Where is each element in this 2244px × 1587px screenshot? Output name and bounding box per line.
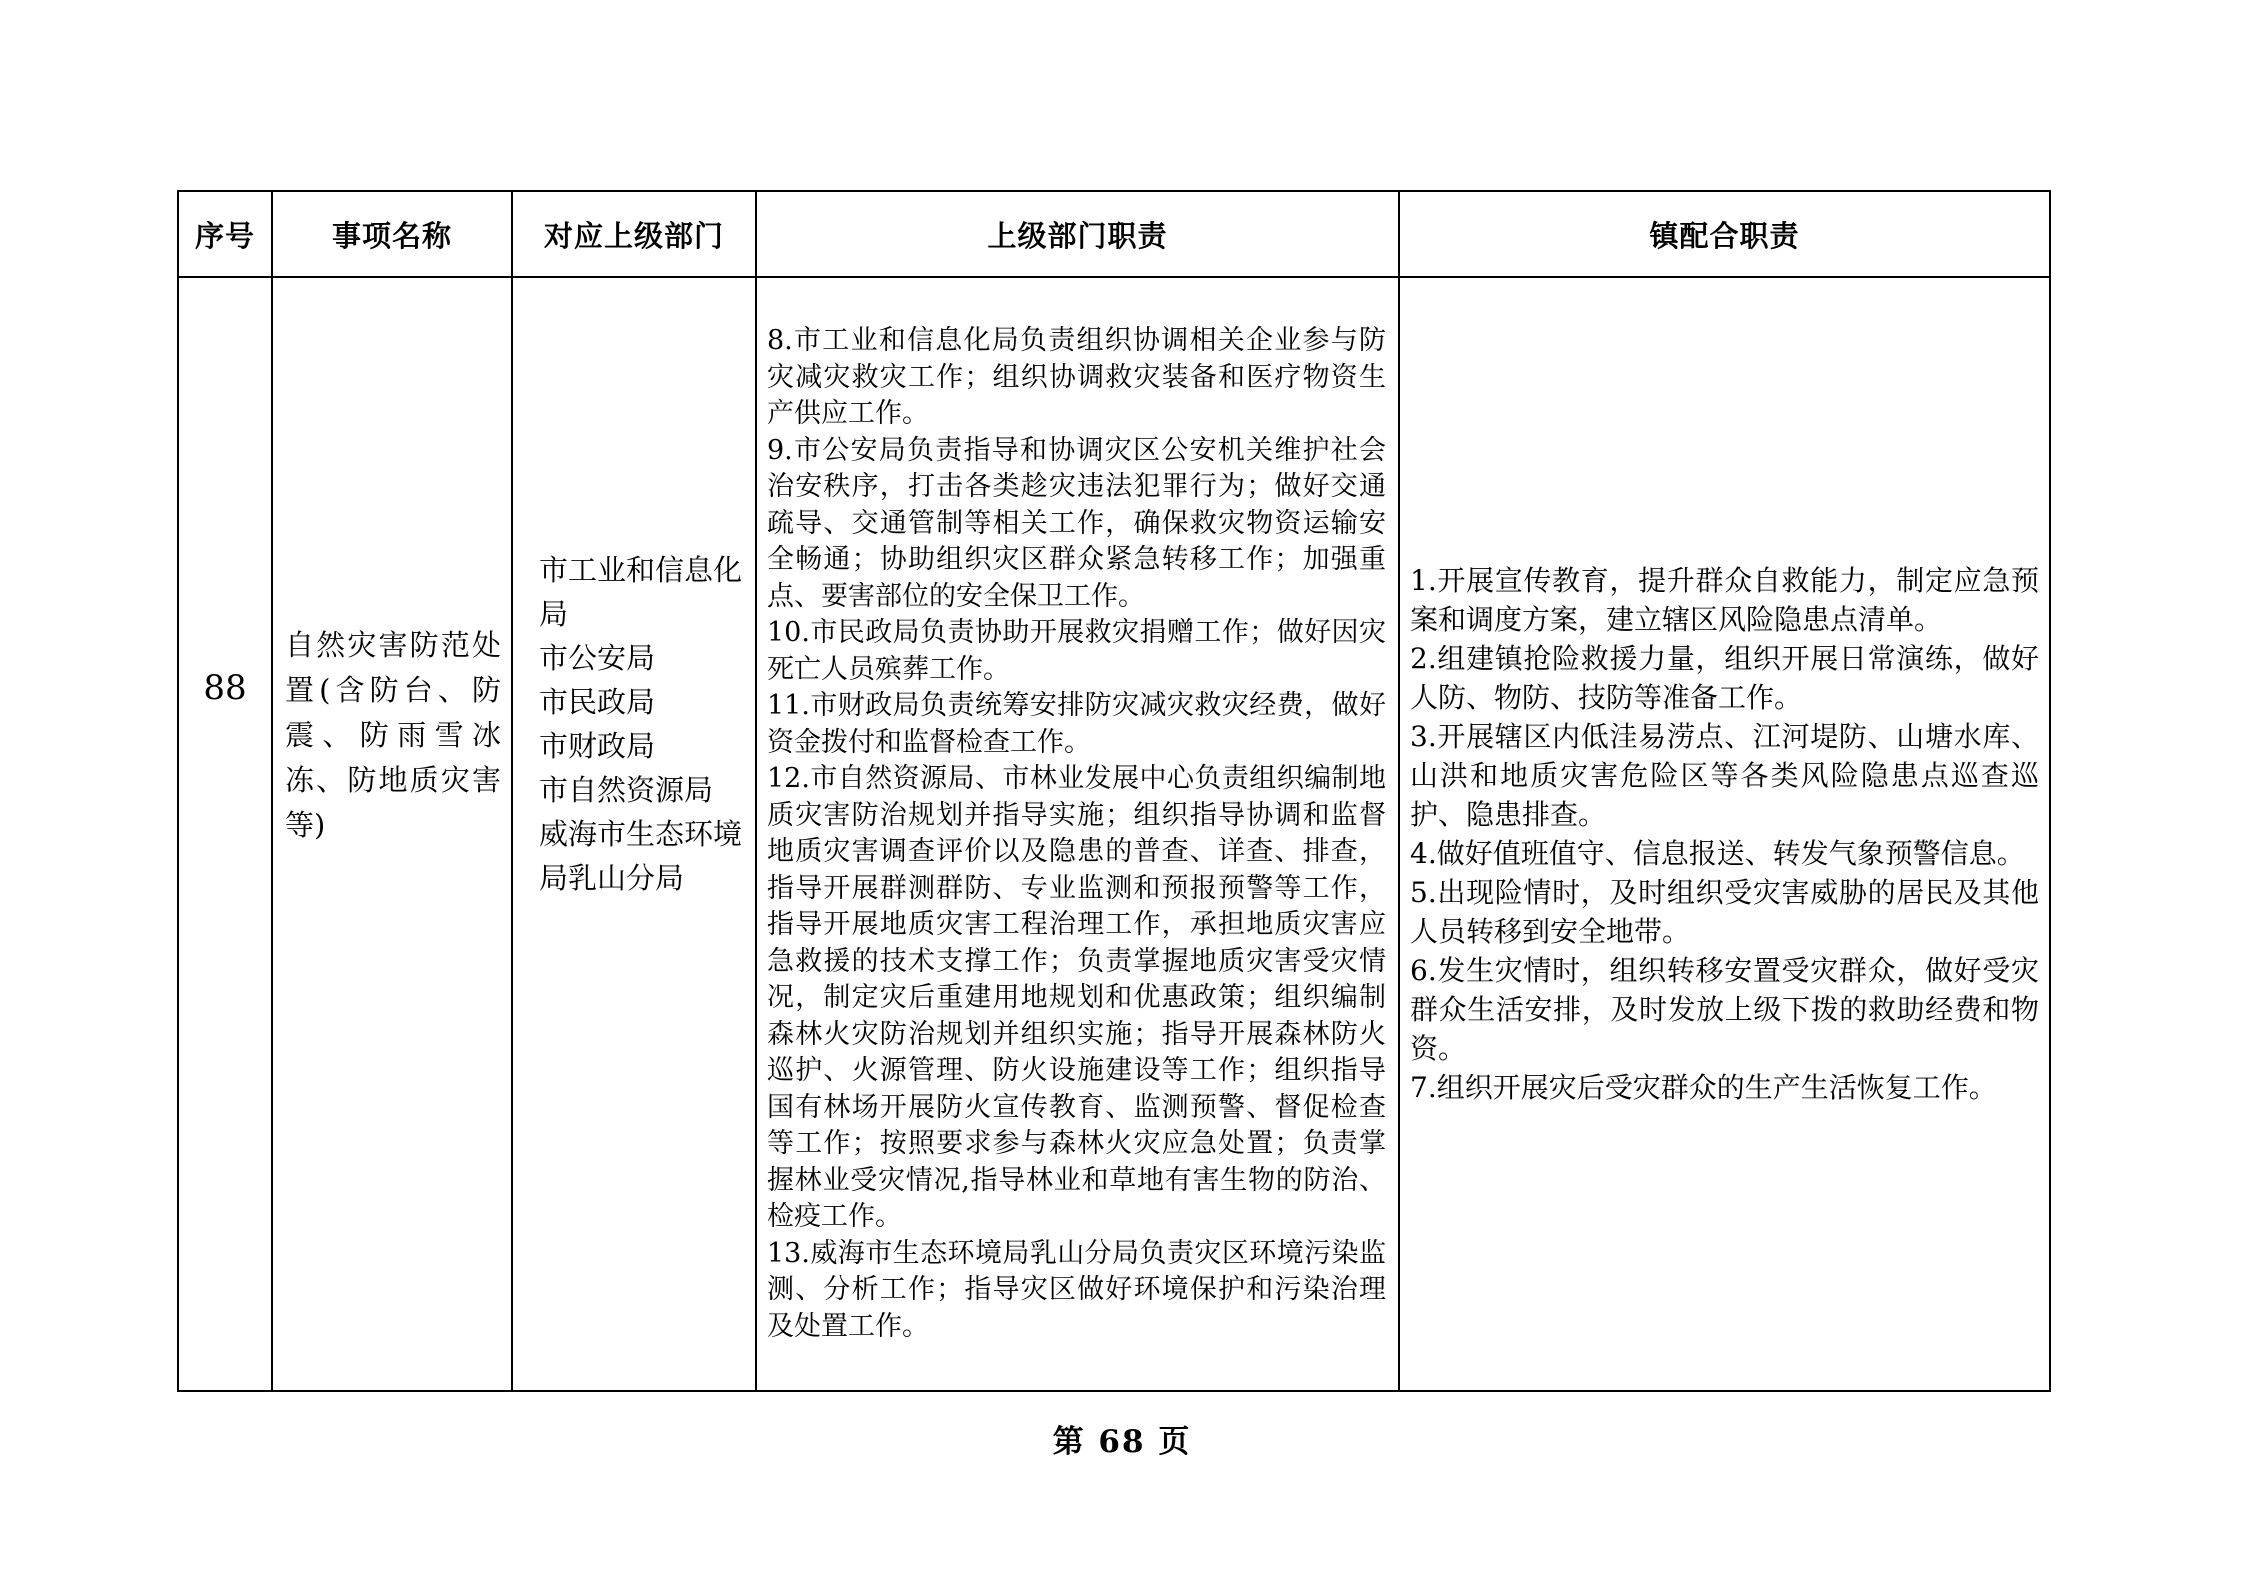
town-duty-paragraph: 2.组建镇抢险救援力量，组织开展日常演练，做好人防、物防、技防等准备工作。 [1410,642,2039,714]
cell-town-duties [1400,278,2049,1390]
cell-row-index: 88 [179,278,273,1390]
duties-table [177,190,2051,1392]
cell-item-name: 自然灾害防范处置(含防台、防震、防雨雪冰冻、防地质灾害等) [273,278,513,1390]
town-duty-paragraph: 1.开展宣传教育，提升群众自救能力，制定应急预案和调度方案，建立辖区风险隐患点清单。 [1410,564,2039,636]
page-number: 第 68 页 [1052,1424,1192,1460]
superior-duty-paragraph: 13.威海市生态环境局乳山分局负责灾区环境污染监测、分析工作；指导灾区做好环境保护和污染治理及处置工作。 [767,1237,1386,1342]
superior-duty-paragraph: 12.市自然资源局、市林业发展中心负责组织编制地质灾害防治规划并指导实施；组织指导协调和监督地质灾害调查评价以及隐患的普查、详查、排查，指导开展群测群防、专业监测和预报预警等工作，指导开展地质灾害工程治理工作，承担地质灾害应急救援的技术支撑工作；负责掌握地质灾害受灾情况，制定灾后重建用地规划和优惠政策；组织编制森林火灾防治规划并组织实施；指导开展森林防火巡护、火源管理、防火设施建设等工作；组织指导国有林场开展防火宣传教育、监测预警、督促检查等工作；按照要求参与森林火灾应急处置；负责掌握林业受灾情况,指导林业和草地有害生物的防治、检疫工作。 [767,763,1386,1232]
cell-superior-departments [513,278,757,1390]
town-duty-paragraph: 6.发生灾情时，组织转移安置受灾群众，做好受灾群众生活安排，及时发放上级下拨的救助经费和物资。 [1410,954,2039,1065]
header-cell-superior-duties: 上级部门职责 [757,192,1400,278]
superior-duty-paragraph: 11.市财政局负责统筹安排防灾减灾救灾经费，做好资金拨付和监督检查工作。 [767,690,1386,758]
town-duty-paragraph: 4.做好值班值守、信息报送、转发气象预警信息。 [1410,837,2025,870]
town-duty-paragraph: 7.组织开展灾后受灾群众的生产生活恢复工作。 [1410,1071,1997,1104]
town-duty-paragraph: 5.出现险情时，及时组织受灾害威胁的居民及其他人员转移到安全地带。 [1410,876,2039,948]
header-cell-town-duties: 镇配合职责 [1400,192,2049,278]
cell-superior-duties [757,278,1400,1390]
town-duty-paragraph: 3.开展辖区内低洼易涝点、江河堤防、山塘水库、山洪和地质灾害危险区等各类风险隐患点巡查巡护、隐患排查。 [1410,720,2039,831]
department-line: 市工业和信息化局 [539,553,743,631]
department-line: 市公安局 [539,641,656,675]
header-cell-item-name: 事项名称 [273,192,513,278]
superior-duty-paragraph: 9.市公安局负责指导和协调灾区公安机关维护社会治安秩序，打击各类趁灾违法犯罪行为；做好交通疏导、交通管制等相关工作，确保救灾物资运输安全畅通；协助组织灾区群众紧急转移工作；加强重点、要害部位的安全保卫工作。 [767,434,1386,612]
header-cell-superior-department: 对应上级部门 [513,192,757,278]
superior-duty-paragraph: 10.市民政局负责协助开展救灾捐赠工作；做好因灾死亡人员殡葬工作。 [767,617,1386,685]
department-line: 市民政局 [539,685,656,719]
department-line: 市财政局 [539,729,656,763]
header-cell-index: 序号 [179,192,273,278]
department-line: 市自然资源局 [539,773,714,807]
department-line: 威海市生态环境局乳山分局 [539,817,743,895]
superior-duty-paragraph: 8.市工业和信息化局负责组织协调相关企业参与防灾减灾救灾工作；组织协调救灾装备和医疗物资生产供应工作。 [767,325,1386,429]
